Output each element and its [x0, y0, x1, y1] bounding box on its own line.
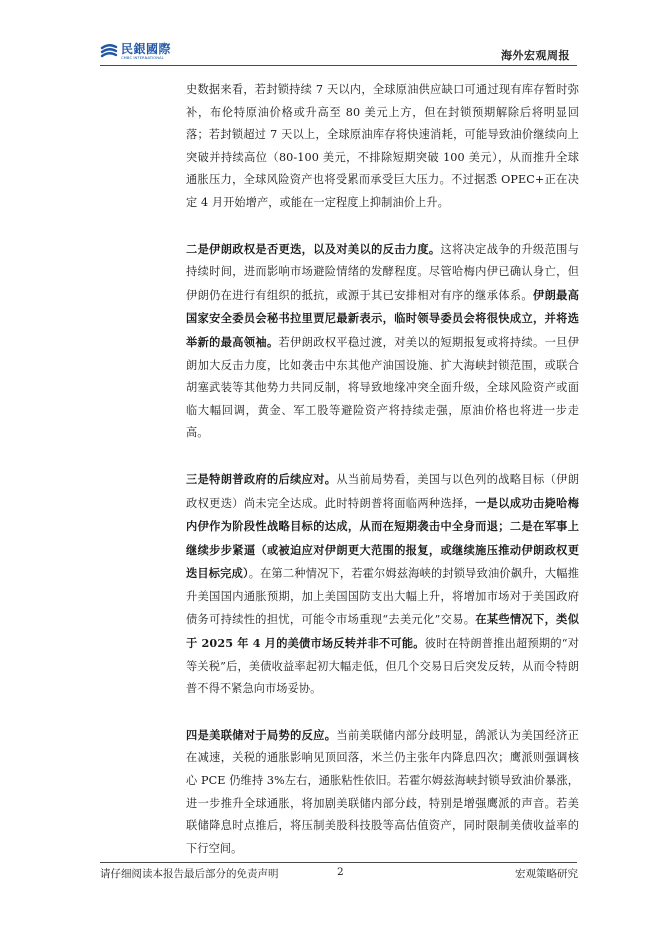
body-text: 史数据来看，若封锁持续 7 天以内，全球原油供应缺口可通过现有库存暂时弥补，布伦特原油价格或升高至 80 美元上方，但在封锁预期解除后将明显回落；若封锁超过 7 天以上，全球原油库存将快速消耗，可能导致油价继续向上突破并持续高位（80-100 美元，不排除短期突破 100 美元），从而推升全球通胀压力，全球风险资产也将受累而承受巨大压力。不过据悉 OPEC+正在决定 4 月开始增产，或能在一定程度上抑制油价上升。 — [186, 83, 579, 209]
bold-text: 在某些情况下，类似于 2025 年 4 月的美债市场反转并非不可能。 — [186, 612, 580, 651]
company-logo — [100, 42, 171, 60]
bold-text: 四是美联储对于局势的反应。 — [186, 727, 337, 742]
bold-text: 一是以成功击毙哈梅内伊作为阶段性战略目标的达成，从而在短期袭击中全身而退；二是在军事上继续步步紧逼（或被迫应对伊朗更大范围的报复，或继续施压推动伊朗政权更迭目标完成） — [186, 495, 579, 581]
body-text: 这将决定战争的升级范围与持续时间，进而影响市场避险情绪的发酵程度。尽管哈梅内伊已确认身亡，但伊朗仍在进行有组织的抵抗，或源于其已安排相对有序的继承体系。 — [186, 242, 580, 302]
body-paragraph — [186, 724, 579, 861]
body-text: 彼时在特朗普推出超预期的“对等关税”后，美债收益率起初大幅走低，但几个交易日后突发反转，从而令特朗普不得不紧急向市场妥协。 — [186, 637, 579, 696]
header-divider — [100, 65, 577, 66]
page-number: 2 — [337, 866, 344, 878]
footer-department: 宏观策略研究 — [515, 868, 578, 880]
body-text: 。在第二种情况下，若霍尔姆兹海峡的封锁导致油价飙升，大幅推升美国国内通胀预期，加上美国国防支出大幅上升，将增加市场对于美国政府债务可持续性的担忧，可能令市场重现“去美元化”交易。 — [186, 567, 579, 627]
body-text: 从当前局势看，美国与以色列的战略目标（伊朗政权更迭）尚未完全达成。此时特朗普将面临两种选择， — [186, 472, 579, 510]
body-text: 若伊朗政权平稳过渡，对美以的短期报复或将持续。一旦伊朗加大反击力度，比如袭击中东其他产油国设施、扩大海峡封锁范围，或联合胡塞武装等其他势力共同反制，将导致地缘冲突全面升级，全球风险资产或面临大幅回调，黄金、军工股等避险资产将持续走强，原油价格也将进一步走高。 — [186, 335, 579, 440]
report-body — [186, 79, 579, 883]
body-paragraph — [186, 79, 579, 215]
logo-mark-icon — [100, 42, 118, 60]
body-paragraph — [186, 468, 579, 701]
body-text: 当前美联储内部分歧明显，鸽派认为美国经济正在减速，关税的通胀影响见顶回落，米兰仍主张年内降息四次；鹰派则强调核心 PCE 仍维持 3%左右，通胀粘性依旧。若霍尔姆兹海峡封锁导致油价暴涨，进一步推升全球通胀，将加剧美联储内部分歧，特别是增强鹰派的声音。若美联储降息时点推后，将压制美股科技股等高估值资产，同时限制美债收益率的下行空间。 — [186, 728, 579, 855]
footer-divider — [100, 862, 577, 863]
bold-text: 伊朗最高国家安全委员会秘书拉里贾尼最新表示，临时领导委员会将很快成立，并将选举新的最高领袖。 — [186, 287, 579, 349]
body-paragraph — [186, 238, 579, 445]
logo-chinese-text: 民銀國際 — [121, 41, 172, 56]
footer-disclaimer: 请仔细阅读本报告最后部分的免责声明 — [100, 868, 279, 880]
page-header — [0, 0, 662, 72]
bold-text: 二是伊朗政权是否更迭，以及对美以的反击力度。 — [186, 241, 441, 256]
bold-text: 三是特朗普政府的后续应对。 — [186, 471, 337, 486]
logo-english-text: CMBC INTERNATIONAL — [121, 54, 164, 60]
report-title: 海外宏观周报 — [501, 49, 570, 62]
